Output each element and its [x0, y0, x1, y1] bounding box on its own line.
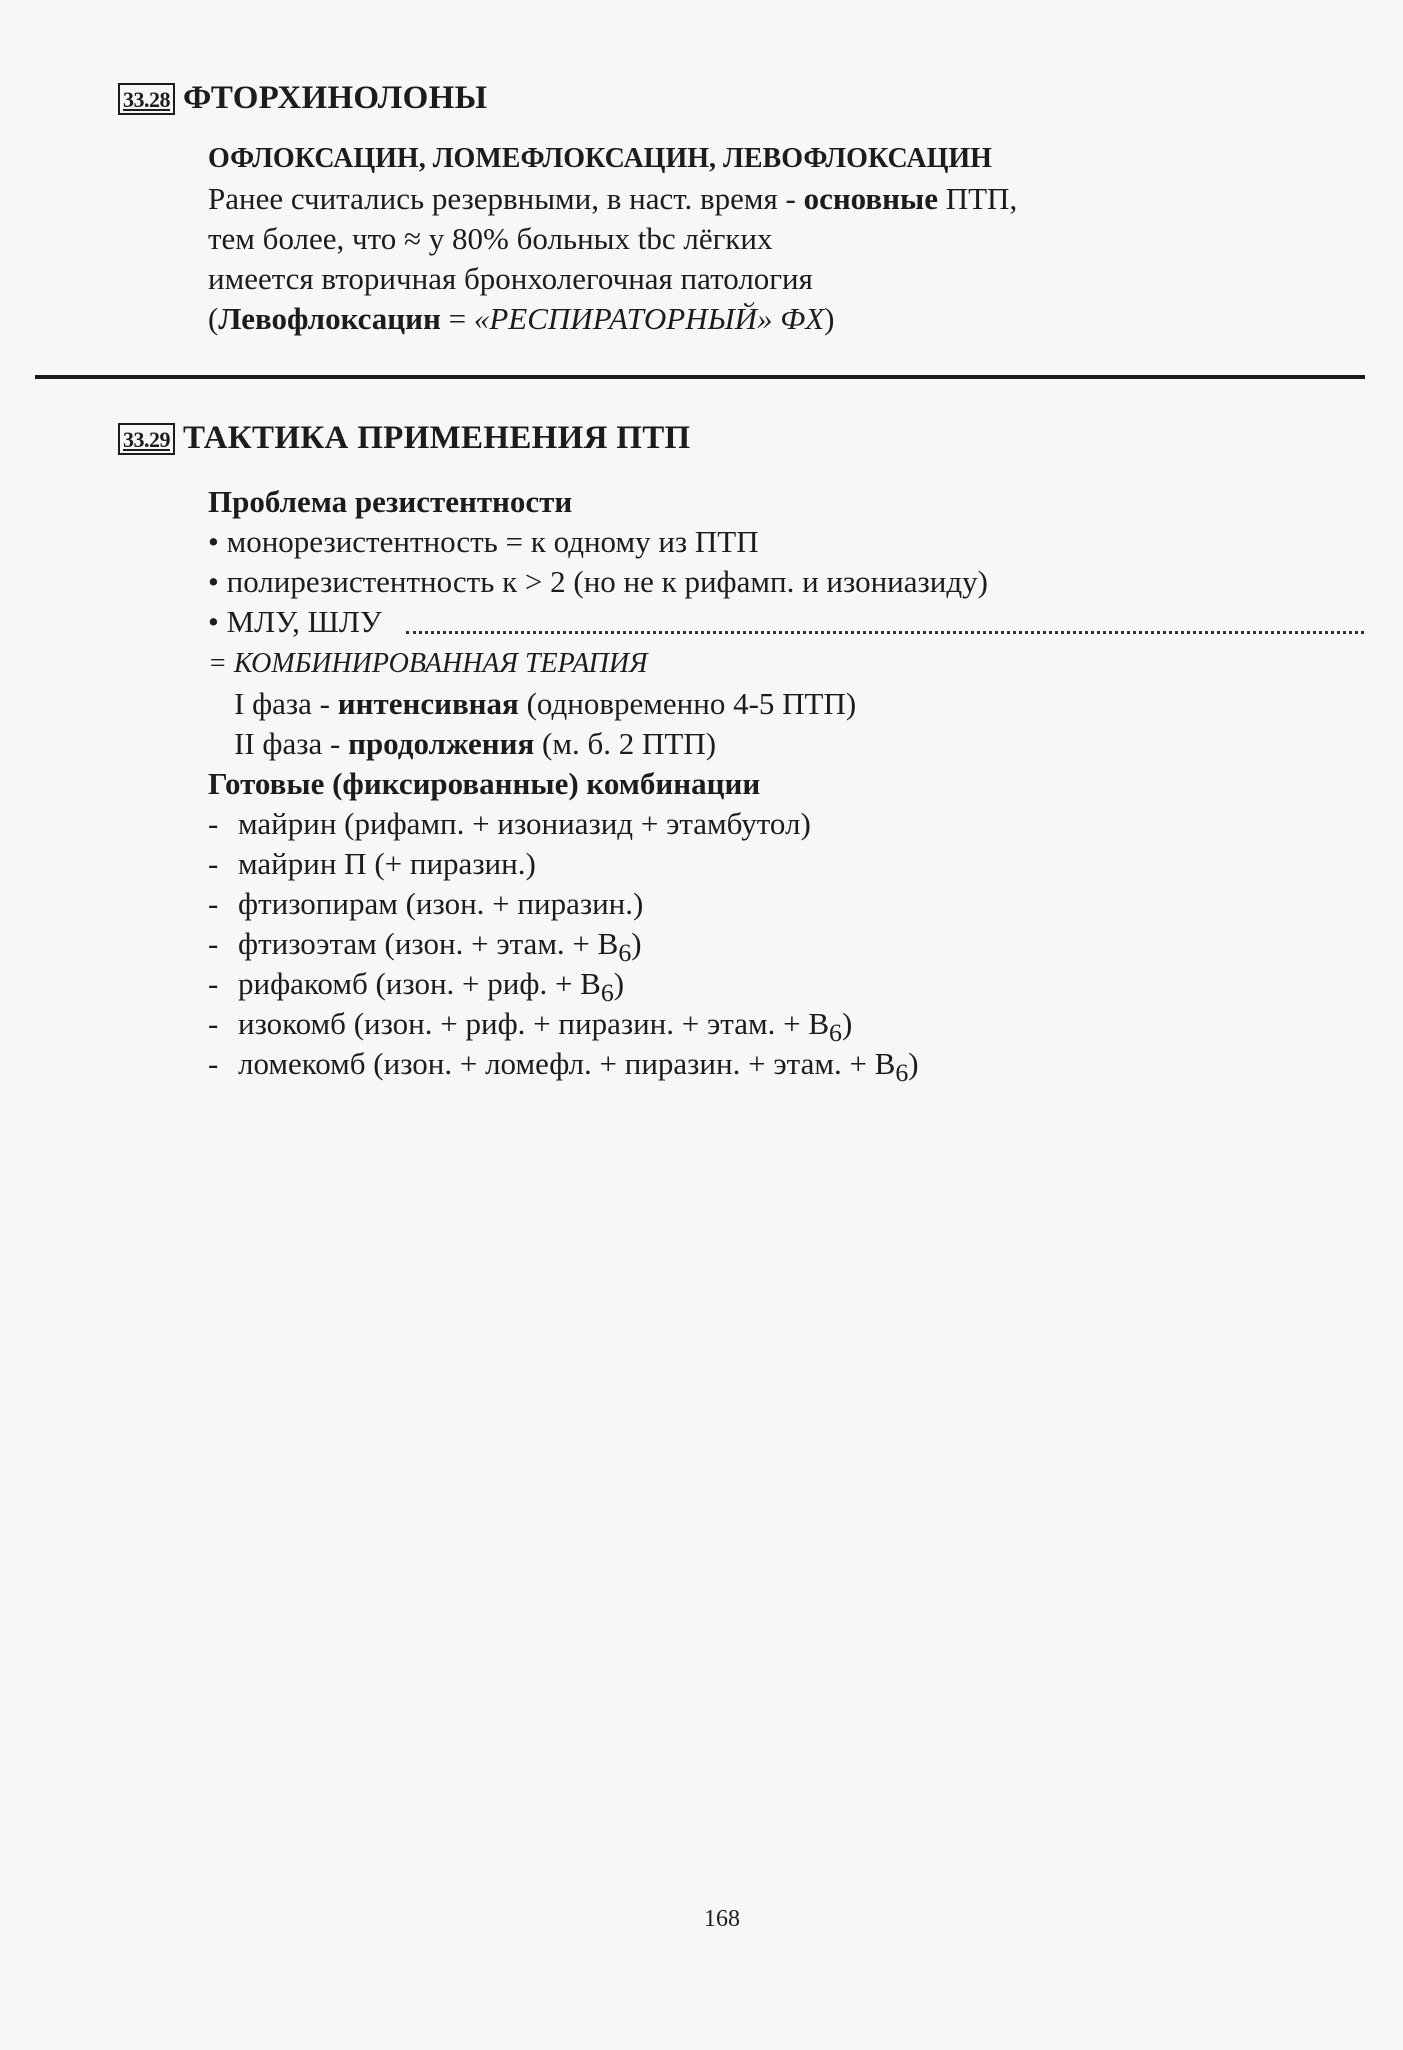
bullet-item: • монорезистентность = к одному из ПТП: [208, 524, 759, 559]
subscript: 6: [895, 1058, 909, 1088]
subscript: 6: [600, 978, 614, 1008]
subscript: 6: [829, 1018, 842, 1048]
list-item: [238, 1044, 919, 1093]
section-heading-33-29: [118, 420, 691, 457]
text-bold: продолжения: [348, 726, 535, 761]
text-line-2: тем более, что ≈ у 80% больных tbc лёгких: [208, 221, 773, 256]
list-dash: -: [208, 806, 219, 841]
drug-list: ОФЛОКСАЦИН, ЛОМЕФЛОКСАЦИН, ЛЕВОФЛОКСАЦИН: [208, 143, 992, 174]
item-text: майрин (рифамп. + изониазид + этамбутол): [238, 806, 811, 841]
item-text: фтизопирам (изон. + пиразин.): [238, 886, 644, 921]
text-bold: интенсивная: [337, 686, 519, 721]
section-title: ФТОРХИНОЛОНЫ: [183, 80, 488, 116]
item-tail: ): [841, 1006, 853, 1041]
text-span: (м. б. 2 ПТП): [534, 726, 717, 761]
phase-2: [234, 724, 716, 764]
text-span: ): [824, 301, 835, 336]
subscript: 6: [618, 938, 632, 968]
text-span: (: [208, 301, 219, 336]
text-bold: основные: [803, 181, 938, 216]
item-tail: ): [908, 1046, 919, 1081]
item-tail: ): [613, 966, 625, 1001]
section-number: 33.29: [118, 423, 175, 455]
section-divider: [35, 375, 1365, 379]
list-dash: -: [208, 846, 219, 881]
text-span: ПТП,: [937, 181, 1018, 216]
list-dash: -: [208, 886, 219, 921]
page-number: 168: [704, 1906, 740, 1932]
list-dash: -: [208, 1046, 219, 1081]
text-span: Ранее считались резервными, в наст. время -: [208, 181, 804, 216]
section-title: ТАКТИКА ПРИМЕНЕНИЯ ПТП: [183, 420, 691, 456]
text-span: (одновременно 4-5 ПТП): [518, 686, 857, 721]
list-dash: -: [208, 1006, 219, 1041]
text-line-1: [208, 179, 1017, 219]
item-tail: ): [631, 926, 642, 961]
text-line-4: [208, 299, 834, 339]
section-number: 33.28: [118, 83, 175, 115]
item-text: рифакомб (изон. + риф. + B: [238, 966, 601, 1001]
list-dash: -: [208, 966, 219, 1001]
text-span: I фаза -: [234, 686, 338, 721]
text-span: =: [440, 301, 474, 336]
text-span: II фаза -: [234, 726, 349, 761]
item-text: изокомб (изон. + риф. + пиразин. + этам. + B: [238, 1006, 830, 1041]
list-item: [238, 804, 811, 844]
list-item: [238, 844, 536, 884]
item-text: ломекомб (изон. + ломефл. + пиразин. + этам. + B: [238, 1046, 896, 1081]
text-line-3: имеется вторичная бронхолегочная патология: [208, 261, 813, 296]
list-item: [238, 884, 643, 924]
list-dash: -: [208, 926, 219, 961]
phase-1: [234, 684, 856, 724]
item-text: фтизоэтам (изон. + этам. + B: [238, 926, 619, 961]
section-heading-33-28: [118, 80, 487, 117]
dotted-leader: [406, 631, 1364, 634]
combined-therapy: = КОМБИНИРОВАННАЯ ТЕРАПИЯ: [208, 648, 648, 679]
item-text: майрин П (+ пиразин.): [238, 846, 536, 881]
text-italic: «РЕСПИРАТОРНЫЙ» ФХ: [473, 301, 825, 336]
subheading-resistance: Проблема резистентности: [208, 484, 573, 519]
bullet-item: • полирезистентность к > 2 (но не к рифамп. и изониазиду): [208, 564, 988, 599]
subheading-fixed-combinations: Готовые (фиксированные) комбинации: [208, 766, 761, 801]
bullet-item: • МЛУ, ШЛУ: [208, 604, 382, 639]
text-bold: Левофлоксацин: [218, 301, 441, 336]
